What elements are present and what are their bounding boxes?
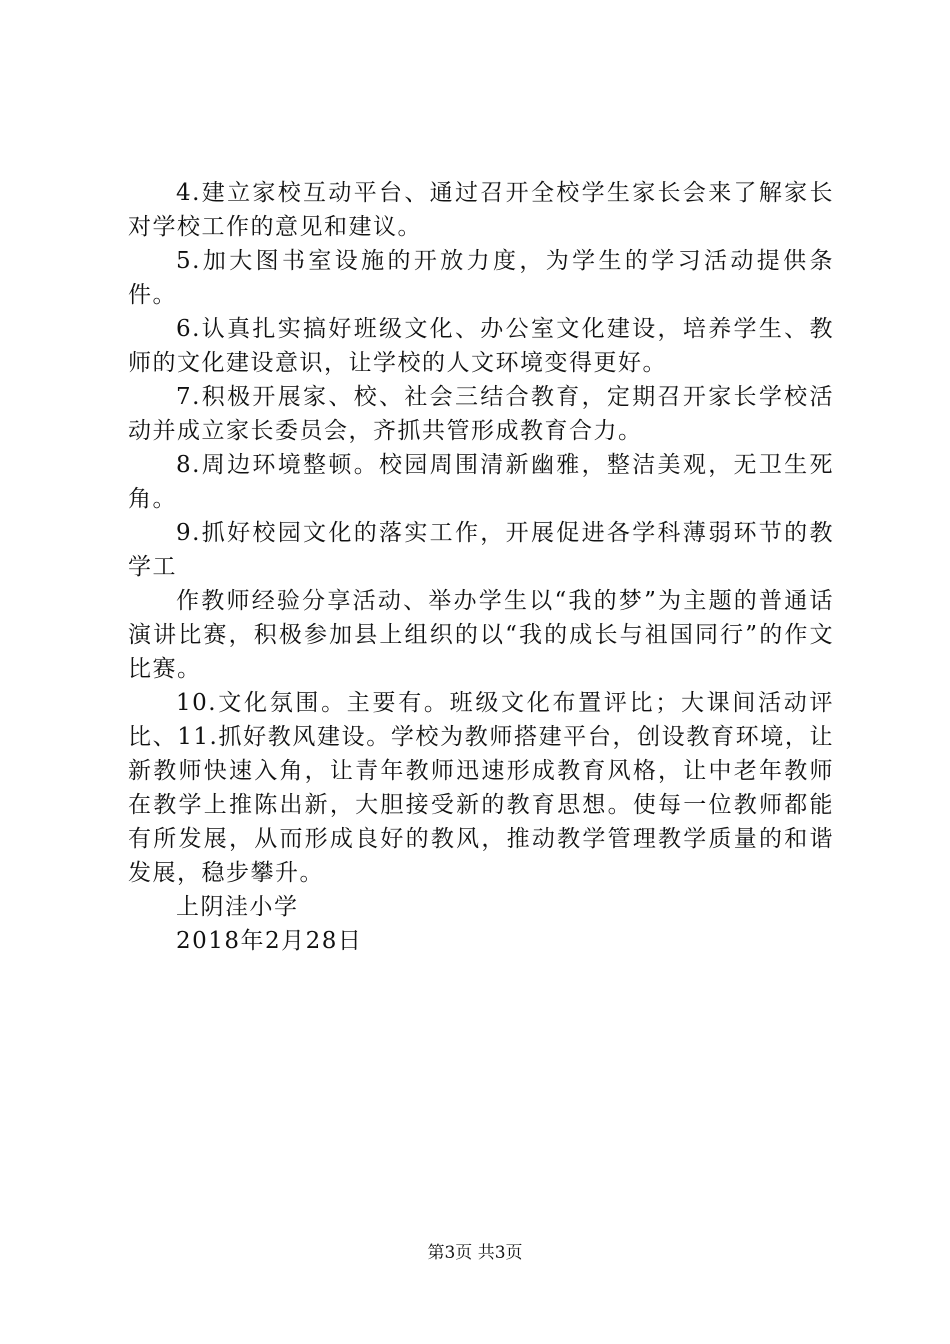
paragraph-item-9: 9.抓好校园文化的落实工作，开展促进各学科薄弱环节的教学工 xyxy=(128,520,834,580)
signature-date: 2018年2月28日 xyxy=(176,928,363,954)
paragraph-item-6: 6.认真扎实搞好班级文化、办公室文化建设，培养学生、教师的文化建设意识，让学校的人文环境变得更好。 xyxy=(128,316,834,376)
paragraph-item-9-continued: 作教师经验分享活动、举办学生以“我的梦”为主题的普通话演讲比赛，积极参加县上组织的以“我的成长与祖国同行”的作文比赛。 xyxy=(128,588,834,682)
page-footer: 第3页 共3页 xyxy=(427,1243,523,1263)
signature-school: 上阴洼小学 xyxy=(176,894,299,920)
document-body xyxy=(128,176,834,958)
paragraph-item-5: 5.加大图书室设施的开放力度，为学生的学习活动提供条件。 xyxy=(128,248,834,308)
paragraph-item-10-11: 10.文化氛围。主要有。班级文化布置评比；大课间活动评比、11.抓好教风建设。学校为教师搭建平台，创设教育环境，让新教师快速入角，让青年教师迅速形成教育风格，让中老年教师在教学上推陈出新，大胆接受新的教育思想。使每一位教师都能有所发展，从而形成良好的教风，推动教学管理教学质量的和谐发展，稳步攀升。 xyxy=(128,690,834,886)
paragraph-item-4: 4.建立家校互动平台、通过召开全校学生家长会来了解家长对学校工作的意见和建议。 xyxy=(128,180,834,240)
paragraph-item-8: 8.周边环境整顿。校园周围清新幽雅，整洁美观，无卫生死角。 xyxy=(128,452,834,512)
paragraph-item-7: 7.积极开展家、校、社会三结合教育，定期召开家长学校活动并成立家长委员会，齐抓共管形成教育合力。 xyxy=(128,384,834,444)
